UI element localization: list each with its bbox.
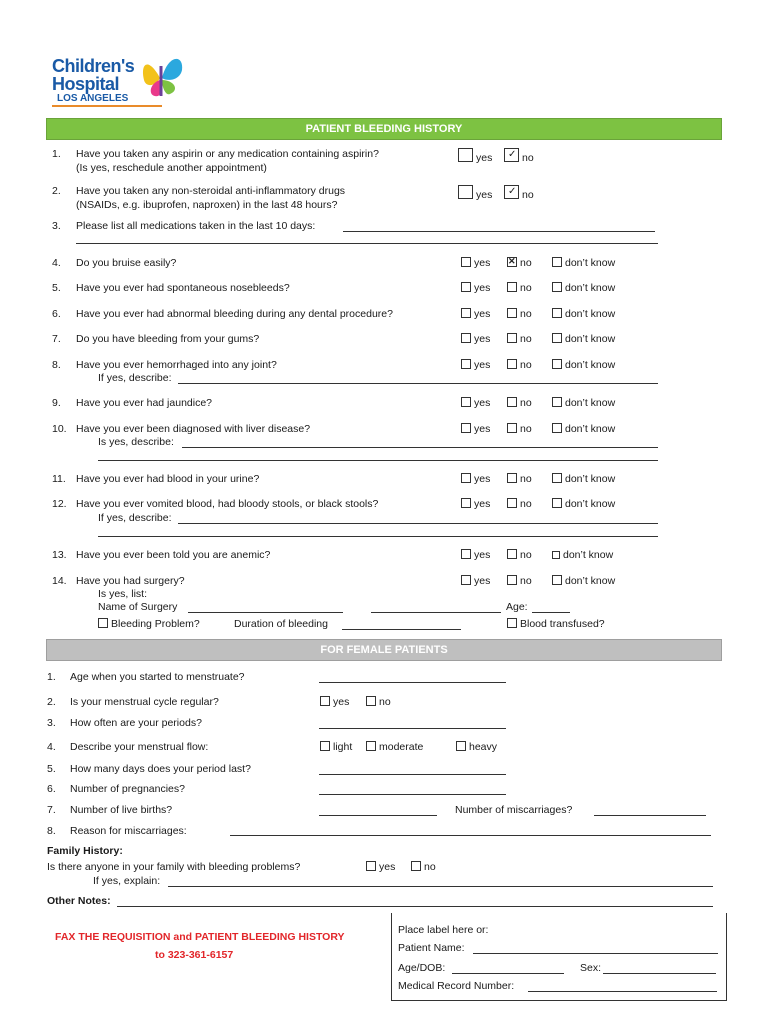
checkbox-icon[interactable] xyxy=(552,498,562,508)
q14-surgery-name-label: Name of Surgery xyxy=(98,601,178,613)
q14-surgery-name-line-2[interactable] xyxy=(371,612,501,613)
f5-number: 5. xyxy=(47,763,56,775)
q5-yes-option[interactable]: yes xyxy=(461,282,490,295)
f5-answer-line[interactable] xyxy=(319,774,506,775)
q6-number: 6. xyxy=(52,308,61,320)
label-sex: Sex: xyxy=(580,962,602,974)
checkbox-icon[interactable] xyxy=(461,257,471,267)
patient-name-line[interactable] xyxy=(473,953,718,954)
label-place-text: Place label here or: xyxy=(398,924,489,936)
other-notes-label: Other Notes: xyxy=(47,895,111,907)
q10-no-option[interactable]: no xyxy=(507,423,532,436)
q14-blood-transfused-option[interactable]: Blood transfused? xyxy=(507,618,605,631)
f8-number: 8. xyxy=(47,825,56,837)
q14-duration-line[interactable] xyxy=(342,629,461,630)
q8-yes-option[interactable]: yes xyxy=(461,359,490,372)
checkbox-icon[interactable] xyxy=(320,741,330,751)
label-patient-name: Patient Name: xyxy=(398,942,465,954)
q11-yes-option[interactable]: yes xyxy=(461,473,490,486)
q8-text: Have you ever hemorrhaged into any joint? xyxy=(76,359,277,371)
q8-describe-line[interactable] xyxy=(178,383,658,384)
checkbox-icon[interactable] xyxy=(552,333,562,343)
family-no-option[interactable]: no xyxy=(411,861,436,874)
q10-describe-line-2[interactable] xyxy=(98,460,658,461)
checkbox-icon[interactable] xyxy=(507,359,517,369)
f3-answer-line[interactable] xyxy=(319,728,506,729)
q1-text: Have you taken any aspirin or any medication containing aspirin? xyxy=(76,148,379,160)
q8-number: 8. xyxy=(52,359,61,371)
q9-number: 9. xyxy=(52,397,61,409)
checkbox-icon[interactable] xyxy=(507,618,517,628)
q2-yes-option[interactable]: yes xyxy=(458,185,492,202)
checkbox-icon[interactable] xyxy=(552,473,562,483)
q14-dont-know-option[interactable]: don’t know xyxy=(552,575,615,588)
f3-number: 3. xyxy=(47,717,56,729)
logo-line-3: LOS ANGELES xyxy=(57,93,129,104)
f2-yes-option[interactable]: yes xyxy=(320,696,349,709)
q12-number: 12. xyxy=(52,498,67,510)
q7-number: 7. xyxy=(52,333,61,345)
age-dob-line[interactable] xyxy=(452,973,564,974)
q4-number: 4. xyxy=(52,257,61,269)
q3-answer-line-2[interactable] xyxy=(76,243,658,244)
f3-text: How often are your periods? xyxy=(70,717,202,729)
logo-line-1: Children's xyxy=(52,56,135,76)
q10-subtext: Is yes, describe: xyxy=(98,436,174,448)
checkbox-icon[interactable] xyxy=(458,185,473,199)
f4-number: 4. xyxy=(47,741,56,753)
checkbox-icon[interactable] xyxy=(461,498,471,508)
checked-checkbox-icon[interactable] xyxy=(507,257,517,267)
label-age-dob: Age/DOB: xyxy=(398,962,446,974)
q7-yes-option[interactable]: yes xyxy=(461,333,490,346)
q13-no-option[interactable]: no xyxy=(507,549,532,562)
q7-dont-know-option[interactable]: don’t know xyxy=(552,333,615,346)
q9-dont-know-option[interactable]: don’t know xyxy=(552,397,615,410)
mrn-line[interactable] xyxy=(528,991,717,992)
q9-yes-option[interactable]: yes xyxy=(461,397,490,410)
q13-number: 13. xyxy=(52,549,67,561)
q10-number: 10. xyxy=(52,423,67,435)
checkbox-icon[interactable] xyxy=(461,575,471,585)
q6-yes-option[interactable]: yes xyxy=(461,308,490,321)
q3-answer-line-1[interactable] xyxy=(343,231,655,232)
q12-describe-line-2[interactable] xyxy=(98,536,658,537)
checkbox-icon[interactable] xyxy=(507,282,517,292)
q4-no-option[interactable]: ✕ no xyxy=(507,257,532,270)
q10-yes-option[interactable]: yes xyxy=(461,423,490,436)
q9-text: Have you ever had jaundice? xyxy=(76,397,213,409)
q12-subtext: If yes, describe: xyxy=(98,512,172,524)
f4-heavy-option[interactable]: heavy xyxy=(456,741,497,754)
checkbox-icon[interactable] xyxy=(461,549,471,559)
q11-dont-know-option[interactable]: don’t know xyxy=(552,473,615,486)
f7-miscarriages-label: Number of miscarriages? xyxy=(455,804,573,816)
f7-number: 7. xyxy=(47,804,56,816)
q1-no-option[interactable]: ✓ no xyxy=(504,148,534,165)
q2-number: 2. xyxy=(52,185,61,197)
checkbox-icon[interactable] xyxy=(552,359,562,369)
fax-instructions-line-1: FAX THE REQUISITION and PATIENT BLEEDING HISTORY xyxy=(55,931,345,943)
checkbox-icon[interactable] xyxy=(552,308,562,318)
section-header-female: FOR FEMALE PATIENTS xyxy=(46,639,722,661)
butterfly-icon xyxy=(138,50,186,102)
q14-surgery-name-line[interactable] xyxy=(188,612,343,613)
checkbox-icon[interactable] xyxy=(552,257,562,267)
q12-yes-option[interactable]: yes xyxy=(461,498,490,511)
family-history-title: Family History: xyxy=(47,845,123,857)
f1-number: 1. xyxy=(47,671,56,683)
checkbox-icon[interactable] xyxy=(458,148,473,162)
q6-no-option[interactable]: no xyxy=(507,308,532,321)
q14-age-label: Age: xyxy=(506,601,528,613)
checkbox-icon[interactable] xyxy=(552,575,562,585)
checkbox-icon[interactable] xyxy=(366,741,376,751)
q12-dont-know-option[interactable]: don’t know xyxy=(552,498,615,511)
checkbox-icon[interactable] xyxy=(461,423,471,433)
f7-text: Number of live births? xyxy=(70,804,173,816)
q10-describe-line-1[interactable] xyxy=(182,447,658,448)
checkbox-icon[interactable] xyxy=(461,473,471,483)
f6-answer-line[interactable] xyxy=(319,794,506,795)
checkbox-icon[interactable] xyxy=(320,696,330,706)
q1-yes-option[interactable]: yes xyxy=(458,148,492,165)
checkbox-icon[interactable] xyxy=(507,575,517,585)
logo-underline xyxy=(52,105,162,107)
q4-yes-option[interactable]: yes xyxy=(461,257,490,270)
q2-subtext: (NSAIDs, e.g. ibuprofen, naproxen) in the last 48 hours? xyxy=(76,199,338,211)
q14-yes-option[interactable]: yes xyxy=(461,575,490,588)
section-header-bleeding: PATIENT BLEEDING HISTORY xyxy=(46,118,722,140)
q1-subtext: (Is yes, reschedule another appointment) xyxy=(76,162,267,174)
family-history-question: Is there anyone in your family with bleeding problems? xyxy=(47,861,301,873)
checkbox-icon[interactable] xyxy=(507,423,517,433)
q7-no-option[interactable]: no xyxy=(507,333,532,346)
q14-age-line[interactable] xyxy=(532,612,570,613)
q10-text: Have you ever been diagnosed with liver disease? xyxy=(76,423,311,435)
checkbox-icon[interactable] xyxy=(461,333,471,343)
q13-text: Have you ever been told you are anemic? xyxy=(76,549,271,561)
q11-number: 11. xyxy=(52,473,66,485)
q14-bleeding-problem-option[interactable]: Bleeding Problem? xyxy=(98,618,200,631)
checked-checkbox-icon[interactable] xyxy=(504,148,519,162)
checkbox-icon[interactable] xyxy=(98,618,108,628)
f8-answer-line[interactable] xyxy=(230,835,711,836)
f2-text: Is your menstrual cycle regular? xyxy=(70,696,219,708)
checkbox-icon[interactable] xyxy=(507,549,517,559)
sex-line[interactable] xyxy=(603,973,716,974)
q7-text: Do you have bleeding from your gums? xyxy=(76,333,260,345)
q6-dont-know-option[interactable]: don’t know xyxy=(552,308,615,321)
q9-no-option[interactable]: no xyxy=(507,397,532,410)
fax-instructions-line-2: to 323-361-6157 xyxy=(155,949,234,961)
f7-miscarriages-line[interactable] xyxy=(594,815,706,816)
family-yes-option[interactable]: yes xyxy=(366,861,395,874)
q12-no-option[interactable]: no xyxy=(507,498,532,511)
f4-light-option[interactable]: light xyxy=(320,741,352,754)
checkbox-icon[interactable] xyxy=(461,397,471,407)
f1-answer-line[interactable] xyxy=(319,682,506,683)
checkbox-icon[interactable] xyxy=(366,696,376,706)
q14-subtext: Is yes, list: xyxy=(98,588,148,600)
q8-no-option[interactable]: no xyxy=(507,359,532,372)
checkbox-icon[interactable] xyxy=(461,308,471,318)
checkbox-icon[interactable] xyxy=(552,282,562,292)
f6-text: Number of pregnancies? xyxy=(70,783,185,795)
q5-text: Have you ever had spontaneous nosebleeds? xyxy=(76,282,290,294)
f6-number: 6. xyxy=(47,783,56,795)
f4-moderate-option[interactable]: moderate xyxy=(366,741,423,754)
q3-number: 3. xyxy=(52,220,61,232)
q5-number: 5. xyxy=(52,282,61,294)
f4-text: Describe your menstrual flow: xyxy=(70,741,209,753)
q11-no-option[interactable]: no xyxy=(507,473,532,486)
family-explain-label: If yes, explain: xyxy=(93,875,161,887)
q11-text: Have you ever had blood in your urine? xyxy=(76,473,260,485)
other-notes-line[interactable] xyxy=(117,906,713,907)
f8-text: Reason for miscarriages: xyxy=(70,825,187,837)
family-explain-line[interactable] xyxy=(168,886,713,887)
checkbox-icon[interactable] xyxy=(507,498,517,508)
q14-no-option[interactable]: no xyxy=(507,575,532,588)
checkbox-icon[interactable] xyxy=(507,333,517,343)
checkbox-icon[interactable] xyxy=(552,397,562,407)
q4-dont-know-option[interactable]: don’t know xyxy=(552,257,615,270)
q14-text: Have you had surgery? xyxy=(76,575,185,587)
q5-no-option[interactable]: no xyxy=(507,282,532,295)
logo-line-2: Hospital xyxy=(52,74,120,94)
checkbox-icon[interactable] xyxy=(461,282,471,292)
q2-text: Have you taken any non-steroidal anti-inflammatory drugs xyxy=(76,185,346,197)
f5-text: How many days does your period last? xyxy=(70,763,251,775)
f2-number: 2. xyxy=(47,696,56,708)
q6-text: Have you ever had abnormal bleeding during any dental procedure? xyxy=(76,308,393,320)
q8-subtext: If yes, describe: xyxy=(98,372,172,384)
q13-dont-know-option[interactable]: don’t know xyxy=(552,549,613,562)
checkbox-icon[interactable] xyxy=(366,861,376,871)
q12-text: Have you ever vomited blood, had bloody stools, or black stools? xyxy=(76,498,379,510)
checkbox-icon[interactable] xyxy=(456,741,466,751)
q4-text: Do you bruise easily? xyxy=(76,257,177,269)
q3-text: Please list all medications taken in the last 10 days: xyxy=(76,220,316,232)
q10-dont-know-option[interactable]: don’t know xyxy=(552,423,615,436)
q13-yes-option[interactable]: yes xyxy=(461,549,490,562)
f2-no-option[interactable]: no xyxy=(366,696,391,709)
checkbox-icon[interactable] xyxy=(461,359,471,369)
q12-describe-line-1[interactable] xyxy=(178,523,658,524)
checkbox-icon[interactable] xyxy=(552,423,562,433)
q14-number: 14. xyxy=(52,575,67,587)
q5-dont-know-option[interactable]: don’t know xyxy=(552,282,615,295)
q2-no-option[interactable]: ✓ no xyxy=(504,185,534,202)
checked-checkbox-icon[interactable] xyxy=(504,185,519,199)
checkbox-icon[interactable] xyxy=(507,397,517,407)
q14-duration-label: Duration of bleeding xyxy=(234,618,328,630)
checkbox-icon[interactable] xyxy=(507,308,517,318)
hospital-logo xyxy=(52,50,187,108)
checkbox-icon[interactable] xyxy=(411,861,421,871)
checkbox-icon[interactable] xyxy=(507,473,517,483)
f1-text: Age when you started to menstruate? xyxy=(70,671,245,683)
q8-dont-know-option[interactable]: don’t know xyxy=(552,359,615,372)
f7-answer-line[interactable] xyxy=(319,815,437,816)
q1-number: 1. xyxy=(52,148,61,160)
label-medical-record-number: Medical Record Number: xyxy=(398,980,515,992)
checkbox-icon[interactable] xyxy=(552,551,560,559)
